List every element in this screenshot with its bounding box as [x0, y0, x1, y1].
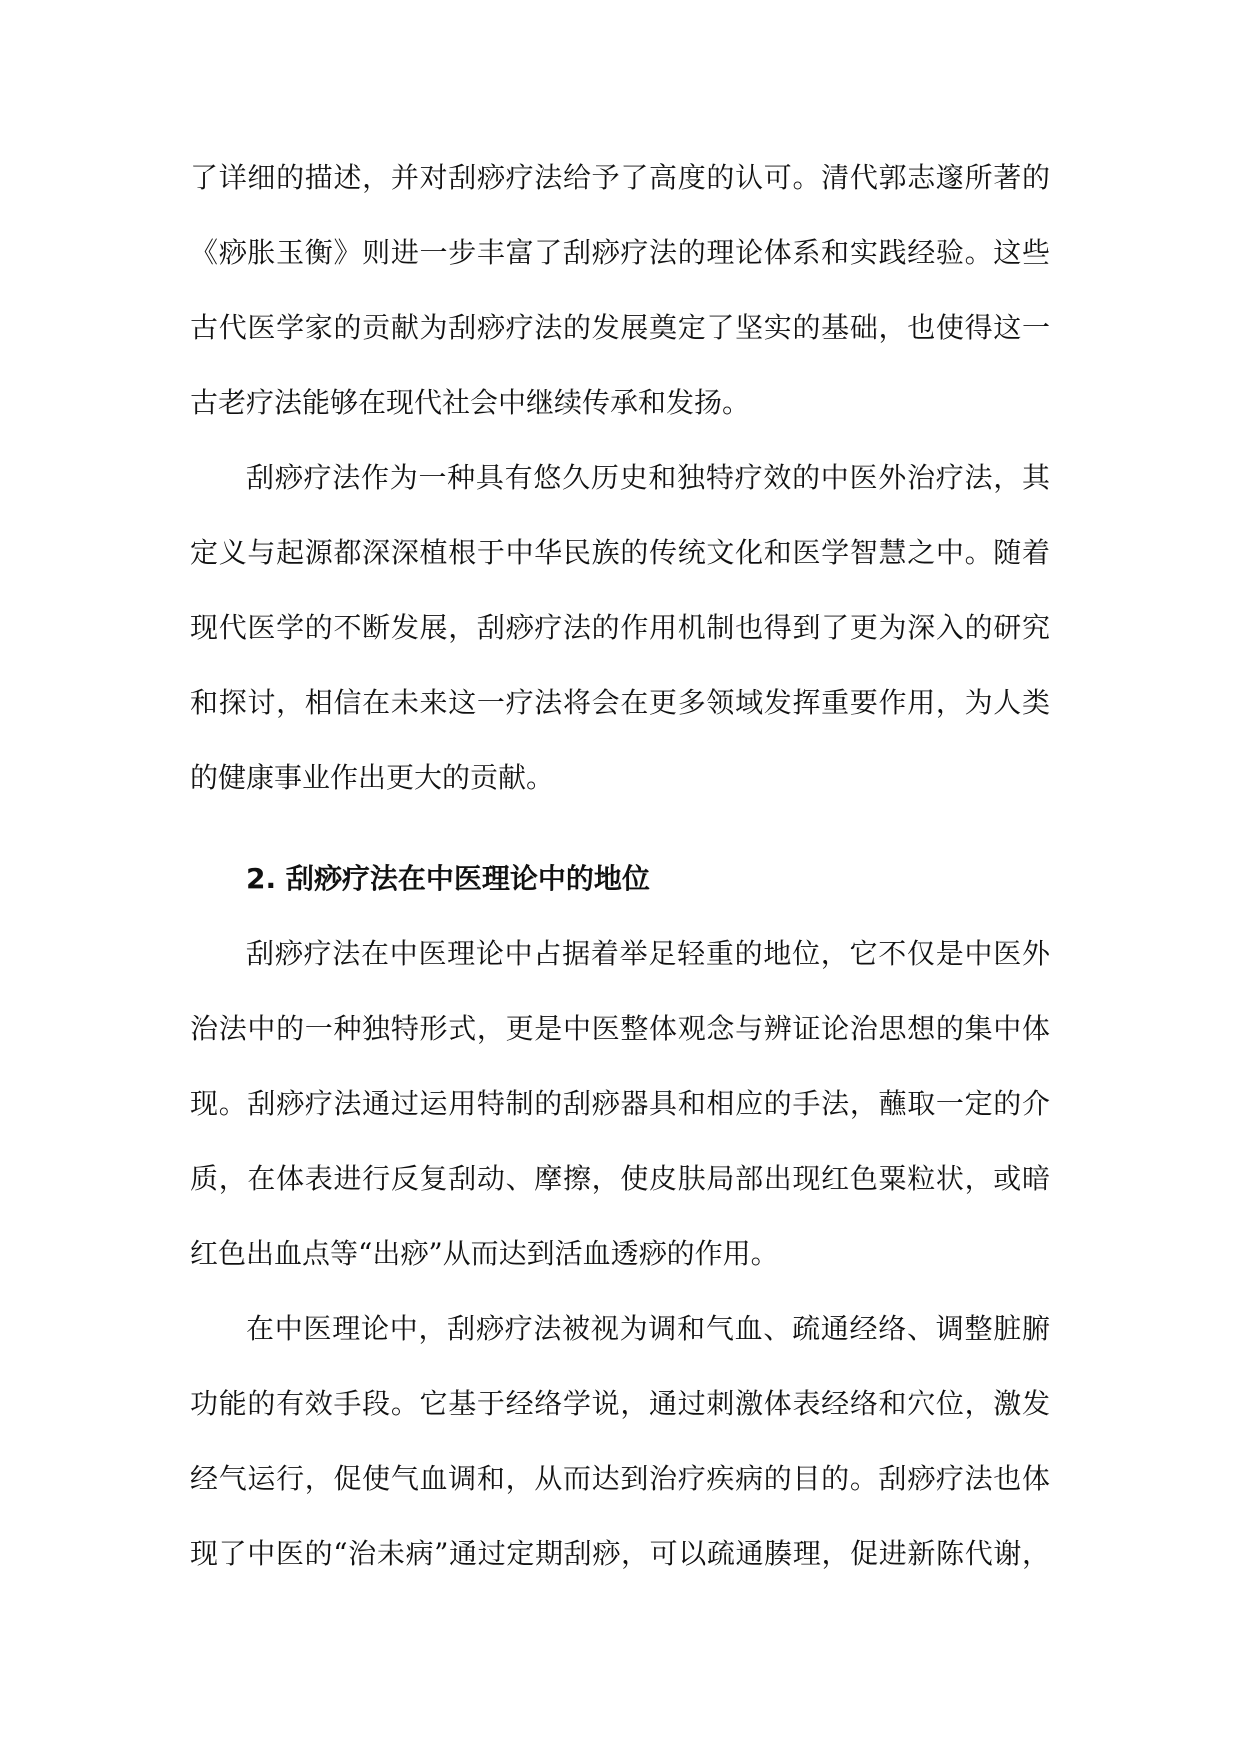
paragraph-line: 质，在体表进行反复刮动、摩擦，使皮肤局部出现红色粟粒状，或暗: [190, 1162, 1050, 1195]
paragraph-line: 红色出血点等“出痧”从而达到活血透痧的作用。: [190, 1237, 779, 1270]
paragraph-line: 和探讨，相信在未来这一疗法将会在更多领域发挥重要作用，为人类: [190, 686, 1050, 719]
paragraph-2: [190, 440, 1050, 815]
paragraph-3: [190, 916, 1050, 1291]
paragraph-line: 现。刮痧疗法通过运用特制的刮痧器具和相应的手法，蘸取一定的介: [190, 1087, 1050, 1120]
paragraph-line: 治法中的一种独特形式，更是中医整体观念与辨证论治思想的集中体: [190, 1012, 1050, 1045]
paragraph-line: 现代医学的不断发展，刮痧疗法的作用机制也得到了更为深入的研究: [190, 611, 1050, 644]
paragraph-line: 定义与起源都深深植根于中华民族的传统文化和医学智慧之中。随着: [190, 536, 1050, 569]
section-heading: 2. 刮痧疗法在中医理论中的地位: [246, 862, 650, 895]
paragraph-line: 了详细的描述，并对刮痧疗法给予了高度的认可。清代郭志邃所著的: [190, 161, 1050, 194]
paragraph-line: 刮痧疗法作为一种具有悠久历史和独特疗效的中医外治疗法，其: [246, 461, 1050, 494]
paragraph-4: [190, 1291, 1050, 1591]
paragraph-line: 古老疗法能够在现代社会中继续传承和发扬。: [190, 386, 751, 419]
paragraph-line: 功能的有效手段。它基于经络学说，通过刺激体表经络和穴位，激发: [190, 1387, 1050, 1420]
paragraph-line: 在中医理论中，刮痧疗法被视为调和气血、疏通经络、调整脏腑: [246, 1312, 1050, 1345]
paragraph-line: 古代医学家的贡献为刮痧疗法的发展奠定了坚实的基础，也使得这一: [190, 311, 1050, 344]
paragraph-line: 刮痧疗法在中医理论中占据着举足轻重的地位，它不仅是中医外: [246, 937, 1050, 970]
paragraph-line: 现了中医的“治未病”通过定期刮痧，可以疏通腠理，促进新陈代谢，: [190, 1537, 1050, 1570]
paragraph-line: 经气运行，促使气血调和，从而达到治疗疾病的目的。刮痧疗法也体: [190, 1462, 1050, 1495]
paragraph-line: 的健康事业作出更大的贡献。: [190, 761, 555, 794]
paragraph-1: [190, 140, 1050, 440]
paragraph-line: 《痧胀玉衡》则进一步丰富了刮痧疗法的理论体系和实践经验。这些: [190, 236, 1050, 269]
document-body: [190, 140, 1050, 1591]
